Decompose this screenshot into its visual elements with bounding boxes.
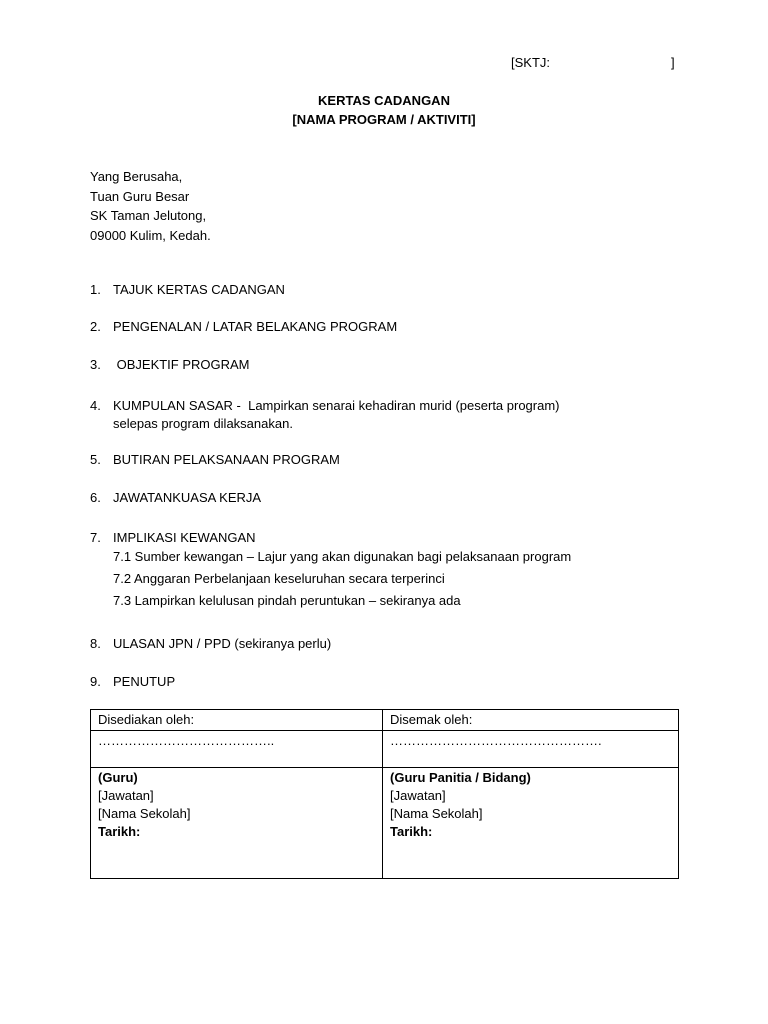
section-heading: ULASAN JPN / PPD (sekiranya perlu) bbox=[113, 636, 332, 651]
prepared-by-details bbox=[91, 768, 383, 879]
address-line: Tuan Guru Besar bbox=[90, 188, 190, 204]
prepared-by-school: [Nama Sekolah] bbox=[98, 806, 191, 821]
section-heading: PENUTUP bbox=[113, 674, 176, 689]
section-number: 3. bbox=[90, 357, 101, 372]
section-heading: BUTIRAN PELAKSANAAN PROGRAM bbox=[113, 452, 340, 467]
section-number: 5. bbox=[90, 452, 101, 467]
signature-table bbox=[90, 709, 679, 879]
section-number: 2. bbox=[90, 319, 101, 334]
section-number: 7. bbox=[90, 530, 101, 545]
table-row bbox=[91, 731, 679, 768]
table-row bbox=[91, 768, 679, 879]
table-row bbox=[91, 710, 679, 731]
address-line: SK Taman Jelutong, bbox=[90, 208, 207, 223]
address-line: 09000 Kulim, Kedah. bbox=[90, 227, 211, 243]
sktj-label: [SKTJ: bbox=[511, 55, 551, 70]
prepared-by-date: Tarikh: bbox=[98, 824, 141, 839]
checked-by-school: [Nama Sekolah] bbox=[390, 806, 483, 821]
prepared-by-signature-line: ………………………………….. bbox=[91, 731, 383, 768]
section-heading: KUMPULAN SASAR - Lampirkan senarai kehadiran murid (peserta program) bbox=[113, 398, 560, 413]
subsection-item: 7.2 Anggaran Perbelanjaan keseluruhan secara terperinci bbox=[113, 571, 445, 586]
section-heading: PENGENALAN / LATAR BELAKANG PROGRAM bbox=[113, 319, 398, 334]
section-heading: OBJEKTIF PROGRAM bbox=[113, 357, 250, 372]
prepared-by-role: (Guru) bbox=[98, 770, 138, 785]
title-line-1: KERTAS CADANGAN bbox=[318, 93, 450, 108]
recipient-address bbox=[90, 167, 211, 245]
section-number: 8. bbox=[90, 636, 101, 651]
prepared-by-position: [Jawatan] bbox=[98, 788, 154, 803]
address-line: Yang Berusaha, bbox=[90, 169, 183, 184]
section-number: 1. bbox=[90, 282, 101, 297]
checked-by-position: [Jawatan] bbox=[390, 788, 446, 803]
section-heading: TAJUK KERTAS CADANGAN bbox=[113, 282, 285, 297]
prepared-by-header: Disediakan oleh: bbox=[91, 710, 383, 731]
checked-by-header: Disemak oleh: bbox=[383, 710, 679, 731]
section-continuation: selepas program dilaksanakan. bbox=[113, 416, 293, 431]
section-number: 9. bbox=[90, 674, 101, 689]
section-heading: JAWATANKUASA KERJA bbox=[113, 490, 262, 505]
checked-by-details bbox=[383, 768, 679, 879]
title-line-2: [NAMA PROGRAM / AKTIVITI] bbox=[292, 112, 476, 127]
section-number: 4. bbox=[90, 398, 101, 413]
checked-by-role: (Guru Panitia / Bidang) bbox=[390, 770, 531, 785]
section-heading: IMPLIKASI KEWANGAN bbox=[113, 530, 256, 545]
document-title bbox=[0, 91, 768, 129]
subsection-item: 7.3 Lampirkan kelulusan pindah peruntukan – sekiranya ada bbox=[113, 593, 461, 608]
section-number: 6. bbox=[90, 490, 101, 505]
checked-by-date: Tarikh: bbox=[390, 824, 433, 839]
sktj-close-bracket: ] bbox=[671, 55, 675, 70]
subsection-item: 7.1 Sumber kewangan – Lajur yang akan digunakan bagi pelaksanaan program bbox=[113, 549, 572, 564]
checked-by-signature-line: …………………………………………. bbox=[383, 731, 679, 768]
